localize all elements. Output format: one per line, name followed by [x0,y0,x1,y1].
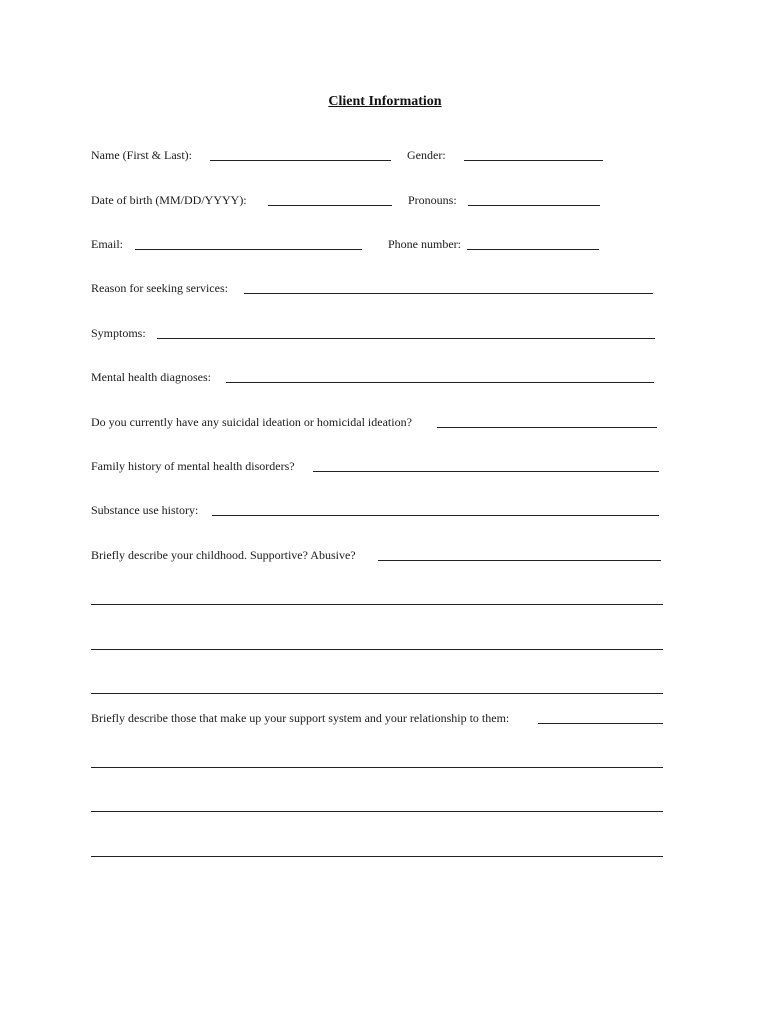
diagnoses-label: Mental health diagnoses: [91,370,211,384]
support-label: Briefly describe those that make up your support system and your relationship to them: [91,711,510,725]
dob-label: Date of birth (MM/DD/YYYY): [91,193,247,207]
support-line-2[interactable] [91,811,663,812]
gender-field[interactable] [464,160,603,161]
childhood-line-2[interactable] [91,649,663,650]
childhood-line-1[interactable] [91,604,663,605]
email-field[interactable] [135,249,362,250]
substance-label: Substance use history: [91,503,199,517]
substance-field[interactable] [212,515,659,516]
page-title: Client Information [328,94,442,109]
phone-label: Phone number: [388,237,461,251]
childhood-label: Briefly describe your childhood. Supportive? Abusive? [91,548,356,562]
diagnoses-field[interactable] [226,382,654,383]
support-line-3[interactable] [91,856,663,857]
childhood-line-3[interactable] [91,693,663,694]
reason-field[interactable] [244,293,653,294]
support-line-1[interactable] [91,767,663,768]
name-label: Name (First & Last): [91,148,192,162]
gender-label: Gender: [407,148,446,162]
name-field[interactable] [210,160,391,161]
childhood-field[interactable] [378,560,661,561]
reason-label: Reason for seeking services: [91,281,228,295]
pronouns-field[interactable] [468,205,600,206]
symptoms-field[interactable] [157,338,655,339]
family-history-label: Family history of mental health disorders? [91,459,295,473]
support-field[interactable] [538,723,663,724]
ideation-field[interactable] [437,427,657,428]
email-label: Email: [91,237,123,251]
ideation-label: Do you currently have any suicidal ideation or homicidal ideation? [91,415,412,429]
dob-field[interactable] [268,205,392,206]
pronouns-label: Pronouns: [408,193,457,207]
phone-field[interactable] [467,249,599,250]
symptoms-label: Symptoms: [91,326,146,340]
family-history-field[interactable] [313,471,659,472]
